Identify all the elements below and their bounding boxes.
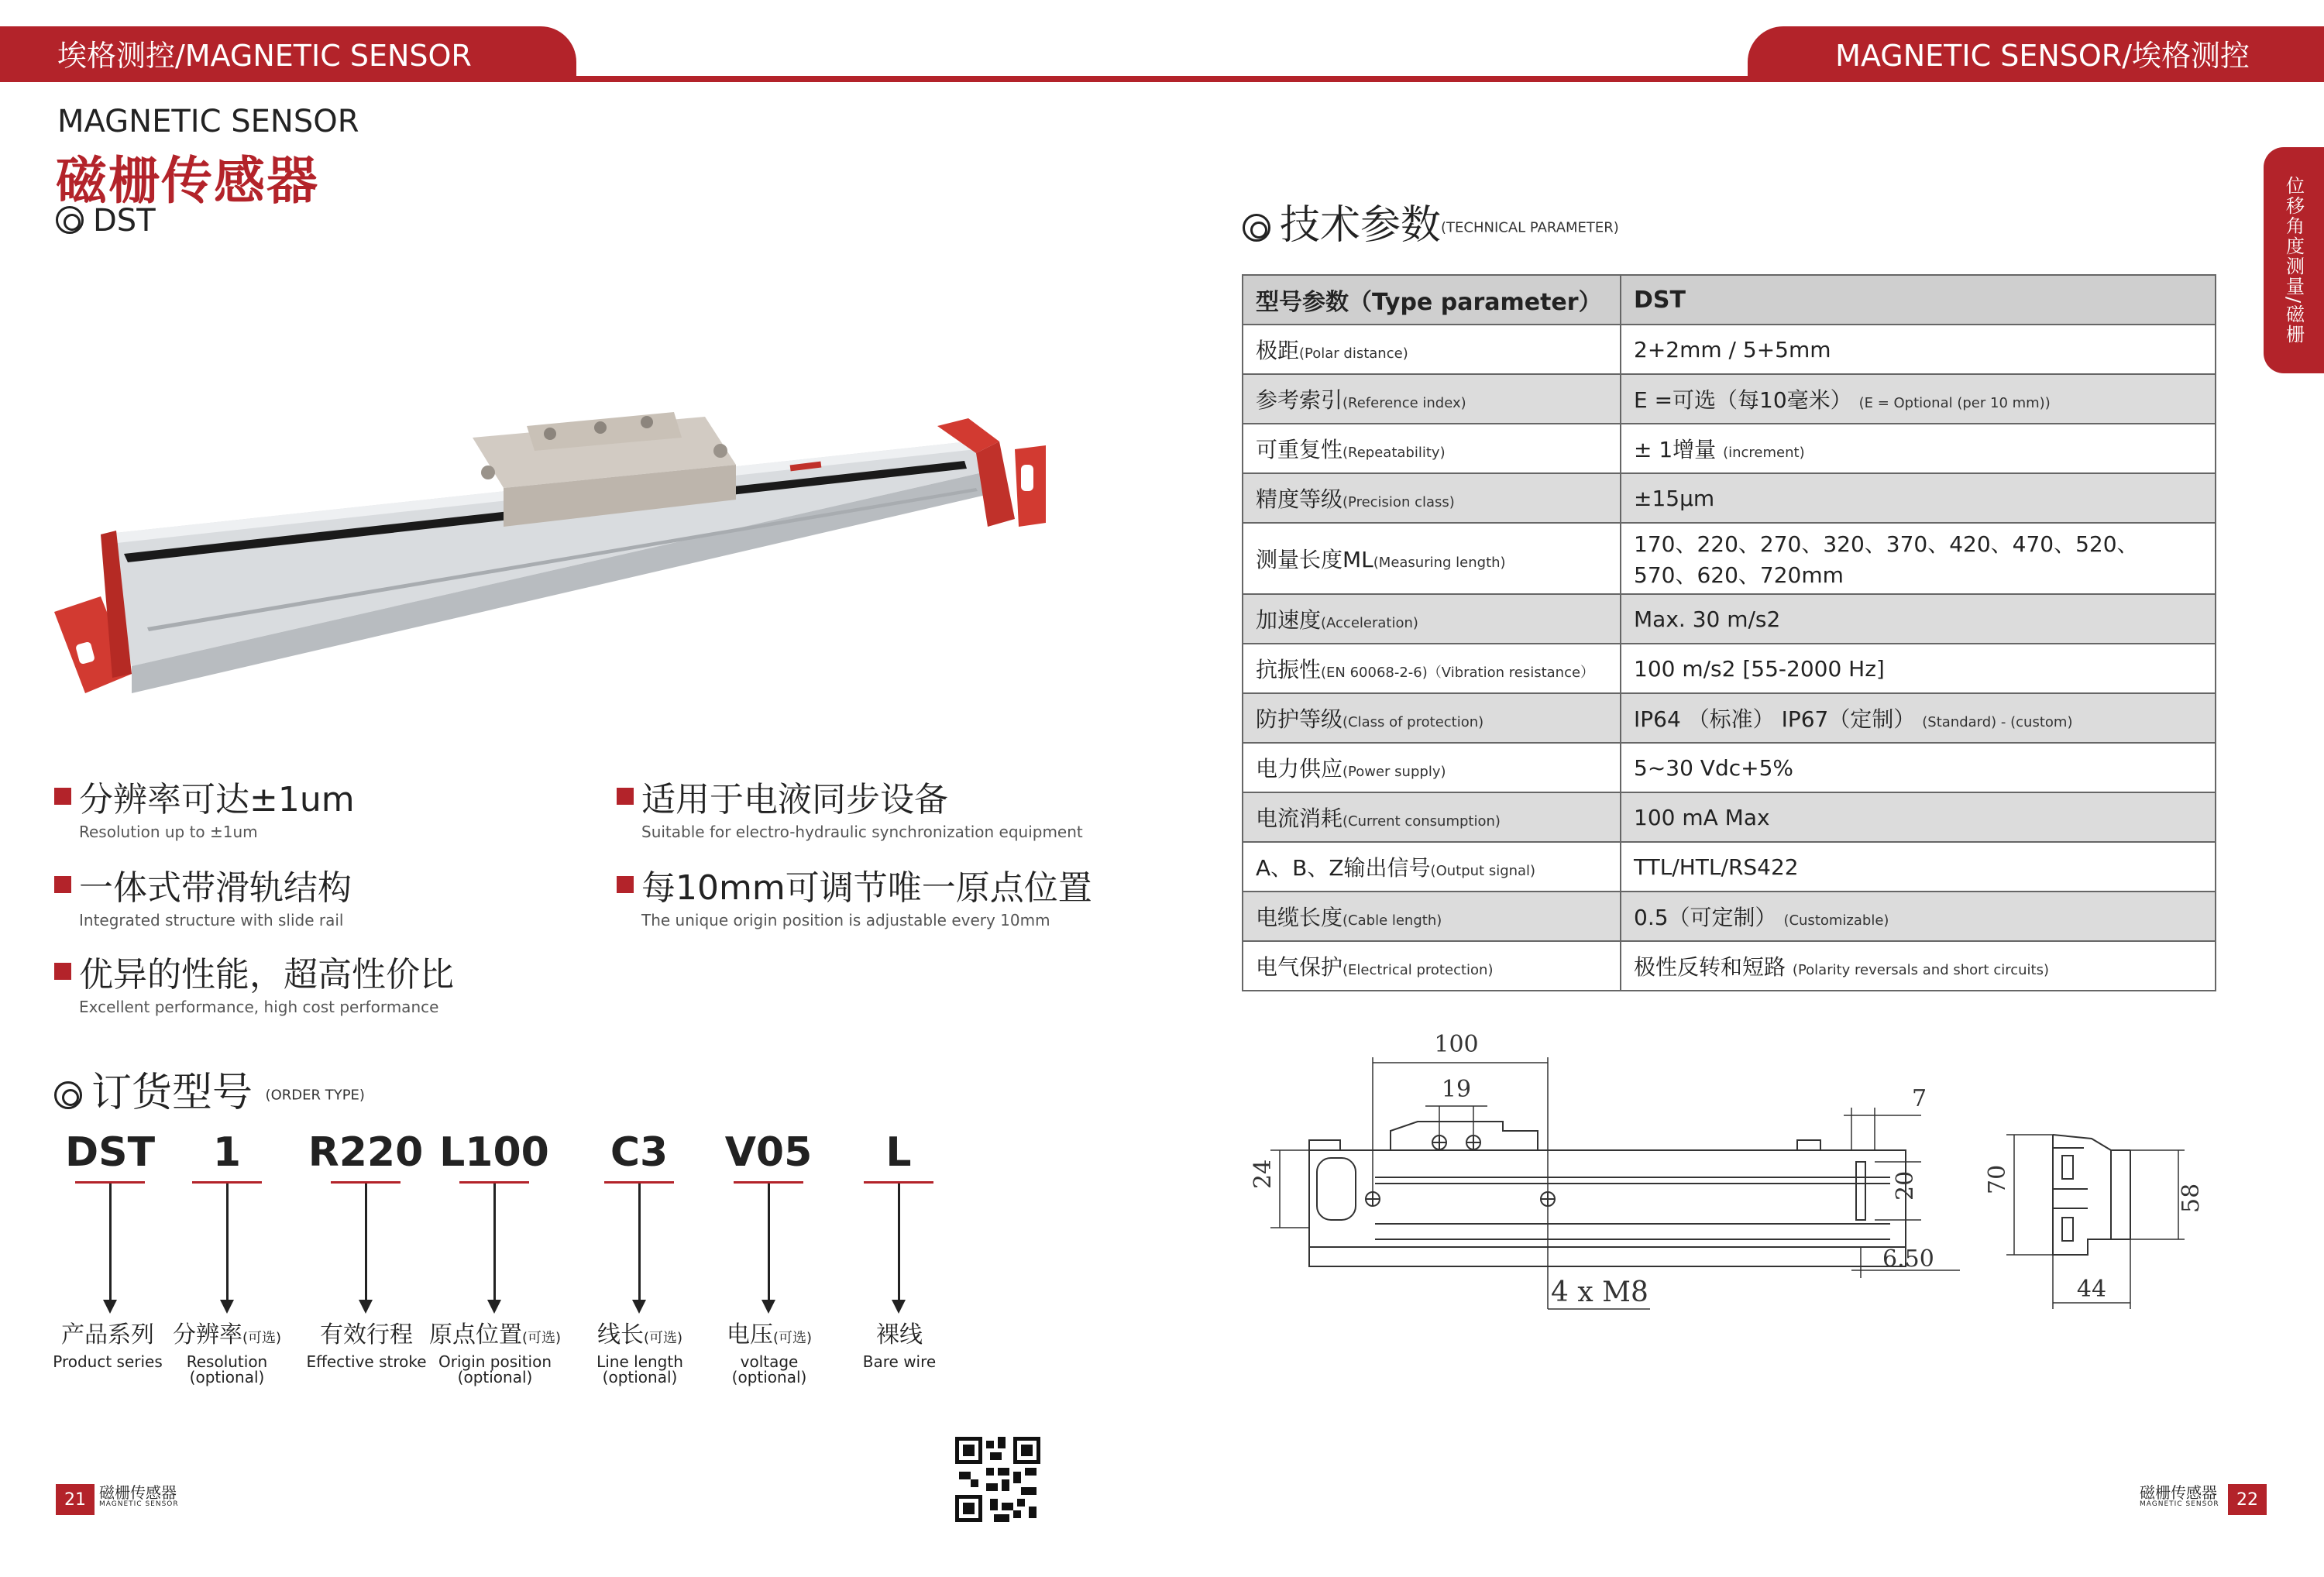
qr-code-icon <box>955 1437 1040 1522</box>
label-line-length <box>566 1321 713 1385</box>
table-row <box>1243 842 2216 892</box>
value: 170、220、270、320、370、420、470、520、 <box>1634 531 2139 557</box>
code-resolution: 1 <box>212 1129 242 1176</box>
value-cell <box>1621 693 2216 743</box>
value-note: (Customizable) <box>1783 912 1889 929</box>
dim-7: 7 <box>1912 1085 1927 1112</box>
feature-electro-hydraulic <box>617 771 1083 841</box>
value: ±15μm <box>1634 485 1715 511</box>
double-circle-icon <box>1243 214 1270 242</box>
value-cell <box>1621 523 2216 594</box>
value-note: (Polarity reversals and short circuits) <box>1792 962 2049 978</box>
label-voltage <box>696 1321 843 1385</box>
label-en: Line length <box>596 1352 683 1371</box>
label-en: voltage <box>740 1352 799 1371</box>
value-cell <box>1621 594 2216 644</box>
param-zh: 极距 <box>1256 338 1300 363</box>
dim-20: 20 <box>1892 1170 1919 1201</box>
label-en: Origin position <box>438 1352 552 1371</box>
feature-resolution <box>54 771 355 841</box>
feature-subtitle: Resolution up to ±1um <box>79 823 258 841</box>
tech-title-en: (TECHNICAL PARAMETER) <box>1441 219 1619 236</box>
value: IP64 （标准） IP67（定制） <box>1634 706 1916 732</box>
value-cell <box>1621 743 2216 792</box>
param-zh: 测量长度ML <box>1256 547 1373 572</box>
table-row <box>1243 792 2216 842</box>
footer-label-left <box>99 1484 179 1509</box>
code-series: DST <box>64 1129 156 1176</box>
arrow-down-icon <box>638 1184 641 1301</box>
table-row <box>1243 523 2216 594</box>
footer-label-en: MAGNETIC SENSOR <box>2140 1500 2219 1508</box>
feature-title: 每10mm可调节唯一原点位置 <box>617 860 1092 909</box>
table-row <box>1243 743 2216 792</box>
order-type-title-zh: 订货型号 <box>91 1070 253 1116</box>
value: 100 mA Max <box>1634 804 1770 830</box>
dim-58: 58 <box>2178 1183 2205 1213</box>
label-optional: (可选) <box>643 1330 683 1346</box>
value: 5~30 Vdc+5% <box>1634 754 1794 781</box>
side-category-tab[interactable]: 位移角度测量/磁栅 <box>2264 147 2324 373</box>
value: TTL/HTL/RS422 <box>1634 854 1799 880</box>
value-cell <box>1621 892 2216 941</box>
label-en: Bare wire <box>862 1352 937 1371</box>
table-row <box>1243 594 2216 644</box>
param-cell <box>1243 523 1621 594</box>
feature-title: 一体式带滑轨结构 <box>54 860 352 909</box>
value: Max. 30 m/s2 <box>1634 606 1781 632</box>
value: 100 m/s2 [55-2000 Hz] <box>1634 655 1885 682</box>
param-en: (Polar distance) <box>1299 345 1408 362</box>
double-circle-icon <box>56 206 84 234</box>
label-stroke <box>293 1321 440 1369</box>
double-circle-icon <box>54 1081 82 1109</box>
label-zh: 裸线 <box>876 1321 923 1349</box>
table-row <box>1243 325 2216 374</box>
param-zh: 精度等级 <box>1256 486 1343 512</box>
label-en-optional: (optional) <box>189 1368 265 1386</box>
label-resolution <box>153 1321 301 1385</box>
value-cell <box>1621 424 2216 473</box>
dim-6-50: 6.50 <box>1882 1245 1934 1273</box>
label-en: Effective stroke <box>306 1352 427 1371</box>
header-param-cell: 型号参数（Type parameter） <box>1243 275 1621 325</box>
hole-callout: 4 x M8 <box>1551 1276 1648 1308</box>
label-optional: (可选) <box>521 1330 562 1346</box>
param-cell <box>1243 644 1621 693</box>
product-title-zh: 磁栅传感器 <box>56 151 319 211</box>
order-type-title <box>54 1060 365 1118</box>
value-cell <box>1621 842 2216 892</box>
value: ± 1增量 <box>1634 437 1717 462</box>
param-en: (Output signal) <box>1430 863 1536 879</box>
table-row <box>1243 374 2216 424</box>
value-cell <box>1621 325 2216 374</box>
feature-integrated-rail <box>54 860 352 929</box>
param-en: (Power supply) <box>1342 764 1446 780</box>
value-note: (Standard) - (custom) <box>1922 714 2073 730</box>
value-cell <box>1621 941 2216 991</box>
param-en: (Cable length) <box>1342 912 1442 929</box>
dim-44: 44 <box>2076 1276 2107 1303</box>
value-cell <box>1621 473 2216 523</box>
table-row <box>1243 644 2216 693</box>
product-title-en: MAGNETIC SENSOR <box>57 104 359 139</box>
param-zh: 电力供应 <box>1256 756 1343 782</box>
order-type-title-en: (ORDER TYPE) <box>265 1087 365 1104</box>
param-en: (EN 60068-2-6)（Vibration resistance） <box>1321 665 1595 681</box>
label-en-optional: (optional) <box>602 1368 678 1386</box>
param-en: (Class of protection) <box>1342 714 1484 730</box>
feature-subtitle: Excellent performance, high cost performance <box>79 998 439 1016</box>
label-optional: (可选) <box>242 1330 282 1346</box>
param-zh: 抗振性 <box>1256 657 1322 682</box>
value-note: (E = Optional (per 10 mm)) <box>1858 395 2051 411</box>
tech-title-zh: 技术参数 <box>1280 202 1442 249</box>
value-cell <box>1621 374 2216 424</box>
param-zh: 加速度 <box>1256 607 1322 633</box>
code-stroke: R220 <box>308 1129 424 1176</box>
param-en: (Repeatability) <box>1342 445 1446 461</box>
tech-param-title <box>1243 192 1619 250</box>
param-cell <box>1243 743 1621 792</box>
arrow-down-icon <box>109 1184 112 1301</box>
param-zh: 可重复性 <box>1256 437 1343 462</box>
product-model <box>56 203 156 239</box>
footer-label-right <box>2140 1484 2219 1509</box>
arrow-down-icon <box>768 1184 770 1301</box>
value: 2+2mm / 5+5mm <box>1634 336 1831 362</box>
table-row <box>1243 424 2216 473</box>
label-en: Resolution <box>186 1352 268 1371</box>
code-line-length: C3 <box>610 1129 669 1176</box>
feature-subtitle: The unique origin position is adjustable every 10mm <box>641 911 1050 929</box>
label-zh: 线长 <box>596 1321 644 1349</box>
param-en: (Precision class) <box>1342 494 1455 510</box>
label-zh: 产品系列 <box>61 1321 154 1349</box>
value: 极性反转和短路 <box>1634 954 1786 980</box>
table-row <box>1243 473 2216 523</box>
feature-performance <box>54 947 454 1016</box>
param-en: (Reference index) <box>1342 395 1466 411</box>
code-voltage: V05 <box>724 1129 813 1176</box>
param-cell <box>1243 424 1621 473</box>
footer-label-zh: 磁栅传感器 <box>2140 1483 2217 1502</box>
param-en: (Current consumption) <box>1342 813 1501 830</box>
value-cell <box>1621 792 2216 842</box>
table-row <box>1243 941 2216 991</box>
footer-label-en: MAGNETIC SENSOR <box>99 1500 179 1508</box>
header-left-tab: 埃格测控/MAGNETIC SENSOR <box>0 26 576 79</box>
model-name: DST <box>93 203 156 239</box>
param-cell <box>1243 842 1621 892</box>
param-cell <box>1243 594 1621 644</box>
dim-19: 19 <box>1441 1076 1472 1103</box>
dimension-drawing <box>1232 1015 2208 1340</box>
product-image <box>54 395 1061 697</box>
param-cell <box>1243 892 1621 941</box>
param-cell <box>1243 792 1621 842</box>
dim-24: 24 <box>1250 1159 1277 1189</box>
value-note: (increment) <box>1723 445 1805 461</box>
dim-100: 100 <box>1434 1031 1479 1058</box>
param-zh: 电缆长度 <box>1256 905 1343 930</box>
table-row <box>1243 892 2216 941</box>
label-optional: (可选) <box>772 1330 813 1346</box>
param-zh: 参考索引 <box>1256 387 1343 413</box>
page-number-right: 22 <box>2228 1484 2267 1515</box>
label-zh: 原点位置 <box>428 1321 522 1349</box>
header-right-tab: MAGNETIC SENSOR/埃格测控 <box>1748 26 2324 79</box>
feature-title: 优异的性能，超高性价比 <box>54 947 454 996</box>
label-origin <box>421 1321 569 1385</box>
param-cell <box>1243 693 1621 743</box>
table-row <box>1243 693 2216 743</box>
param-cell <box>1243 473 1621 523</box>
label-zh: 有效行程 <box>320 1321 413 1349</box>
label-zh: 分辨率 <box>172 1321 242 1349</box>
param-zh: 防护等级 <box>1256 706 1343 732</box>
arrow-down-icon <box>898 1184 900 1301</box>
arrow-down-icon <box>493 1184 496 1301</box>
feature-title: 适用于电液同步设备 <box>617 771 1083 821</box>
code-origin: L100 <box>439 1129 549 1176</box>
tech-param-table <box>1242 274 2216 991</box>
label-bare-wire <box>826 1321 973 1369</box>
arrow-down-icon <box>365 1184 367 1301</box>
param-zh: 电气保护 <box>1256 954 1343 980</box>
arrow-down-icon <box>226 1184 229 1301</box>
label-zh: 电压 <box>726 1321 773 1349</box>
header-value-cell: DST <box>1621 275 2216 325</box>
value-line-2: 570、620、720mm <box>1634 562 1844 588</box>
footer-label-zh: 磁栅传感器 <box>99 1483 177 1502</box>
label-en: Product series <box>53 1352 163 1371</box>
dim-70: 70 <box>1984 1164 2011 1194</box>
feature-subtitle: Suitable for electro-hydraulic synchronization equipment <box>641 823 1083 841</box>
param-en: (Measuring length) <box>1373 555 1506 571</box>
page-number-left: 21 <box>56 1484 95 1515</box>
label-en-optional: (optional) <box>731 1368 807 1386</box>
value-cell <box>1621 644 2216 693</box>
feature-subtitle: Integrated structure with slide rail <box>79 911 344 929</box>
label-en-optional: (optional) <box>457 1368 533 1386</box>
param-zh: 电流消耗 <box>1256 806 1343 831</box>
table-header-row <box>1243 275 2216 325</box>
param-en: (Acceleration) <box>1321 615 1418 631</box>
param-zh: A、B、Z输出信号 <box>1256 855 1431 881</box>
feature-origin-position <box>617 860 1092 929</box>
param-cell <box>1243 941 1621 991</box>
param-cell <box>1243 374 1621 424</box>
code-bare-wire: L <box>885 1129 912 1176</box>
value: E =可选（每10毫米） <box>1634 387 1852 413</box>
value: 0.5（可定制） <box>1634 905 1777 930</box>
param-cell <box>1243 325 1621 374</box>
feature-title: 分辨率可达±1um <box>54 771 355 821</box>
param-en: (Electrical protection) <box>1342 962 1494 978</box>
